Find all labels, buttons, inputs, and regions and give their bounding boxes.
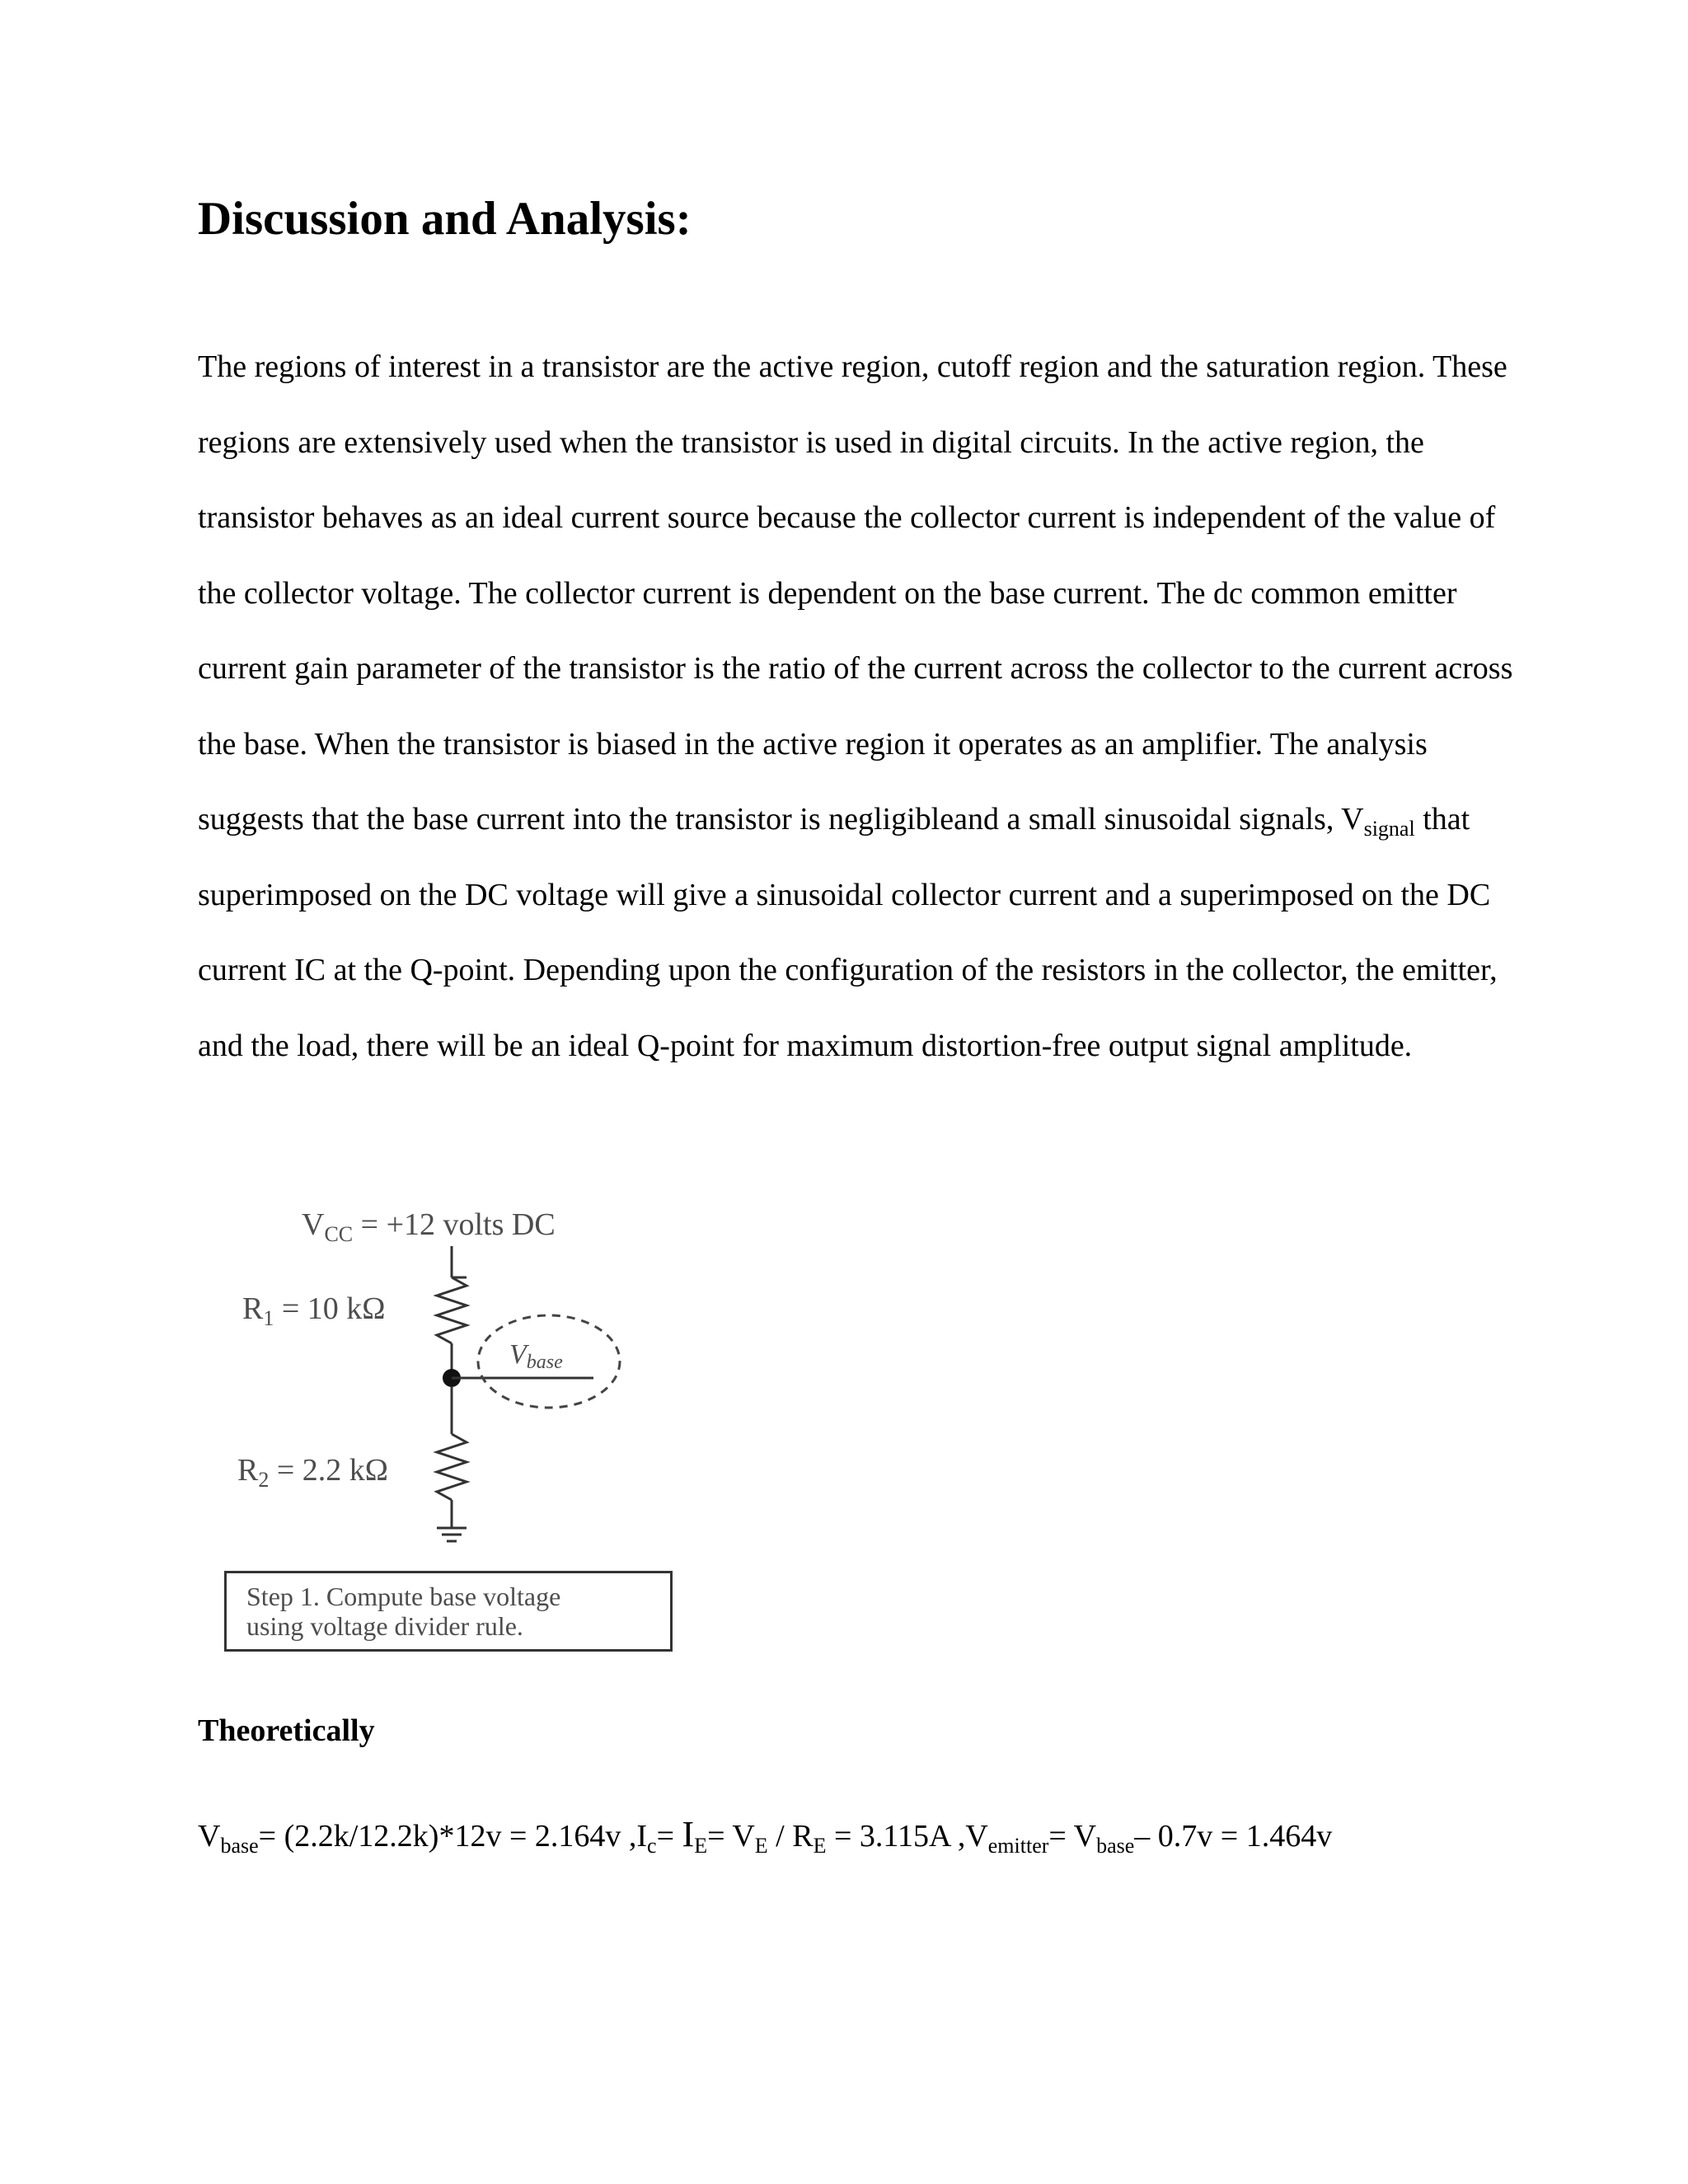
formula-equals: = — [656, 1819, 682, 1854]
section-heading: Discussion and Analysis: — [198, 193, 692, 245]
formula-vbase-calc: = (2.2k/12.2k)*12v = 2.164v ,I — [258, 1819, 648, 1854]
analysis-paragraph — [198, 330, 1525, 1084]
theoretical-formula-line — [198, 1813, 1599, 1858]
r2-resistor-symbol — [437, 1434, 467, 1500]
formula-vbase: V — [198, 1819, 221, 1854]
formula-sub-c: c — [647, 1834, 657, 1858]
formula-current-value: = 3.115A ,V — [826, 1819, 988, 1854]
vbase-label: Vbase — [509, 1339, 563, 1373]
formula-ve: = V — [707, 1819, 755, 1854]
paragraph-text-part1: The regions of interest in a transistor are the active region, cutoff region and the saturation region. These regions are extensively used when the transistor is used in digital circuits. In the active region, the transistor behaves as an ideal current source because the collector current is independent of the value of the collector voltage. The collector current is dependent on the base current. The dc common emitter current gain parameter of the transistor is the ratio of the current across the collector to the current across the base. When the transistor is biased in the active region it operates as an amplifier. The analysis suggests that the base current into the transistor is negligibleand a small sinusoidal signals, V — [198, 349, 1513, 837]
step-1-caption-box — [224, 1571, 673, 1652]
formula-vemitter-eq: = V — [1048, 1819, 1097, 1854]
paragraph-text-part2: that superimposed on the DC voltage will give a sinusoidal collector current and a superimposed on the DC current IC at the Q-point. Depending upon the configuration of the resistors in the collector, the emitter, and the load, there will be an ideal Q-point for maximum distortion-free output signal amplitude. — [198, 802, 1498, 1063]
formula-sub-base2: base — [1096, 1834, 1135, 1858]
step-caption-line-1: Step 1. Compute base voltage — [246, 1582, 561, 1611]
formula-ie-symbol: I — [682, 1814, 695, 1854]
r2-label: $R_2 = 2.2$ kΩ — [237, 1453, 389, 1492]
formula-sub-e1: E — [694, 1834, 708, 1858]
formula-sub-emitter: emitter — [987, 1834, 1049, 1858]
formula-re: / R — [767, 1819, 814, 1854]
ground-icon — [437, 1528, 467, 1541]
theoretically-heading: Theoretically — [198, 1713, 375, 1748]
vcc-label: $V_{CC} = +12$ volts DC — [302, 1207, 556, 1246]
step-caption-line-2: using voltage divider rule. — [246, 1611, 523, 1641]
formula-sub-base: base — [220, 1834, 259, 1858]
voltage-divider-circuit — [214, 1187, 692, 1566]
r1-resistor-symbol — [437, 1277, 467, 1343]
voltage-divider-figure — [214, 1187, 692, 1665]
signal-subscript: signal — [1363, 817, 1415, 841]
formula-vemitter-value: – 0.7v = 1.464v — [1134, 1819, 1333, 1854]
r1-label: $R_1 = 10$ kΩ — [242, 1291, 386, 1330]
formula-sub-e3: E — [813, 1834, 827, 1858]
formula-sub-e2: E — [754, 1834, 768, 1858]
